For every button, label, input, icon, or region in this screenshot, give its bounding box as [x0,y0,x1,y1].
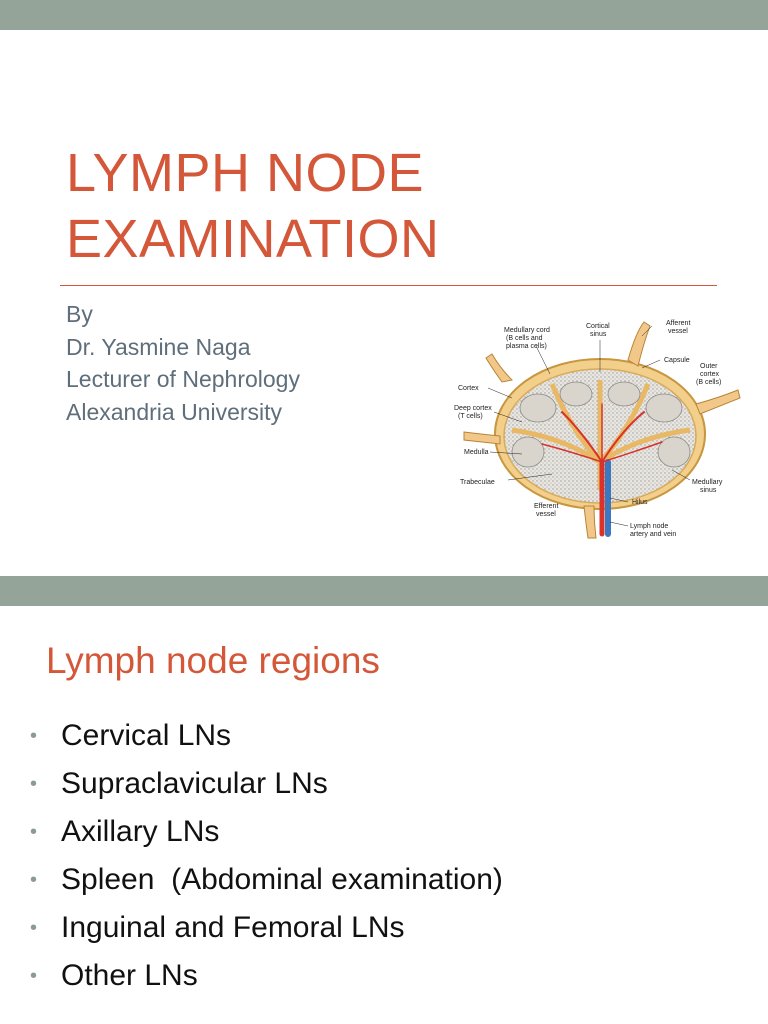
regions-title: Lymph node regions [46,640,380,681]
list-item-text: Inguinal and Femoral LNs [61,911,405,944]
label-afferent-vessel: Afferent vessel [666,320,691,335]
list-item [30,760,503,808]
bullet-icon: • [30,916,38,939]
list-item [30,904,503,952]
byline-author: Dr. Yasmine Naga [66,333,251,360]
label-trabeculae: Trabeculae [460,479,495,486]
list-item-text: Other LNs [61,959,198,992]
top-band [0,0,768,30]
slide-title [66,140,440,272]
list-item [30,856,503,904]
bullet-icon: • [30,868,38,891]
title-line-1: LYMPH NODE [66,143,425,203]
regions-list [30,712,503,1000]
label-medulla: Medulla [464,449,489,456]
label-artery-vein: Lymph node artery and vein [630,523,677,538]
list-item-text: Supraclavicular LNs [61,767,328,800]
label-efferent-vessel: Efferent vessel [534,503,559,518]
label-medullary-sinus: Medullary sinus [692,479,723,494]
label-deep-cortex: Deep cortex (T cells) [454,405,492,420]
label-capsule: Capsule [664,357,690,364]
list-item [30,712,503,760]
list-item [30,808,503,856]
label-cortex: Cortex [458,385,479,392]
byline-by: By [66,301,93,327]
bullet-icon: • [30,964,38,987]
title-divider [60,285,717,286]
author-byline [66,298,300,428]
bullet-icon: • [30,820,38,843]
bullet-icon: • [30,724,38,747]
bullet-icon: • [30,772,38,795]
list-item [30,952,503,1000]
slide-separator-band [0,576,768,606]
label-medullary-cord: Medullary cord (B cells and plasma cells) [504,327,550,350]
label-cortical-sinus: Cortical sinus [586,323,610,338]
label-hilus: Hilus [632,499,648,506]
list-item-text: Axillary LNs [61,815,220,848]
label-outer-cortex: Outer cortex (B cells) [696,363,722,386]
list-item-text: Spleen (Abdominal examination) [61,863,503,896]
byline-position: Lecturer of Nephrology [66,366,300,392]
list-item-text: Cervical LNs [61,719,232,752]
lymph-node-diagram [452,312,752,548]
title-line-2: EXAMINATION [66,209,440,269]
byline-institution: Alexandria University [66,398,283,425]
